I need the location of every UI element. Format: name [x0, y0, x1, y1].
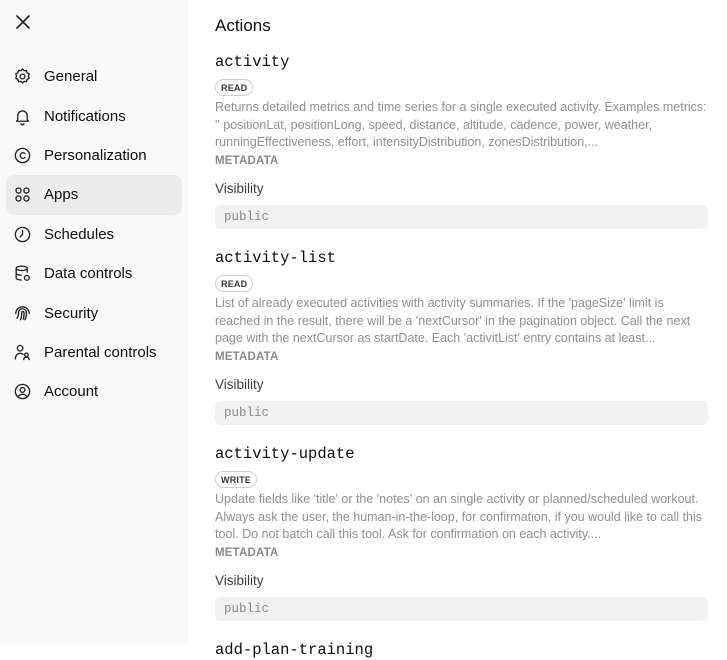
action-name: activity-update	[215, 445, 355, 463]
apps-grid-icon	[12, 185, 32, 205]
visibility-value: public	[215, 401, 708, 425]
sidebar-item-personalization[interactable]	[6, 136, 182, 175]
metadata-label: METADATA	[215, 155, 279, 167]
clock-icon	[12, 224, 32, 244]
page-title: Actions	[215, 16, 271, 35]
gear-icon	[12, 67, 32, 87]
action-name: add-plan-training	[215, 641, 374, 659]
sidebar-item-label: Data controls	[44, 265, 133, 283]
sidebar-item-general[interactable]	[6, 57, 182, 96]
sidebar-item-label: General	[44, 68, 98, 86]
visibility-label: Visibility	[215, 377, 264, 392]
permission-badge: READ	[215, 275, 253, 292]
close-button[interactable]	[12, 13, 34, 35]
permission-badge: READ	[215, 79, 253, 96]
action-item	[215, 53, 708, 229]
actions-panel	[188, 0, 727, 659]
sidebar-item-label: Schedules	[44, 225, 115, 243]
sidebar-item-apps[interactable]	[6, 175, 182, 214]
metadata-label: METADATA	[215, 351, 279, 363]
sidebar-item-security[interactable]	[6, 293, 182, 332]
action-name: activity	[215, 53, 290, 71]
personalization-icon	[12, 145, 32, 165]
sidebar-item-label: Account	[44, 383, 99, 401]
action-description: Returns detailed metrics and time series for a single executed activity. Examples metrics: '' positionLat, positionLong, speed, distance, altitude, cadence, power, weather, runningEffectiveness, effort, intensityDistribution, zonesDistribution,...	[215, 100, 707, 149]
visibility-value: public	[215, 205, 708, 229]
visibility-label: Visibility	[215, 573, 264, 588]
database-icon	[12, 264, 32, 284]
action-item	[215, 641, 708, 660]
sidebar-item-label: Notifications	[44, 107, 126, 125]
settings-sidebar	[0, 0, 188, 645]
permission-badge: WRITE	[215, 471, 257, 488]
sidebar-item-schedules[interactable]	[6, 215, 182, 254]
sidebar-item-parental-controls[interactable]	[6, 333, 182, 372]
sidebar-item-account[interactable]	[6, 372, 182, 411]
sidebar-item-data-controls[interactable]	[6, 254, 182, 293]
close-icon	[15, 14, 31, 35]
bell-icon	[12, 106, 32, 126]
action-item	[215, 445, 708, 621]
sidebar-item-label: Parental controls	[44, 343, 157, 361]
action-name: activity-list	[215, 249, 336, 267]
sidebar-item-label: Personalization	[44, 146, 147, 164]
visibility-label: Visibility	[215, 181, 264, 196]
action-description: Update fields like 'title' or the 'notes' on an single activity or planned/scheduled workout. Always ask the user, the human-in-the-loop, for confirmation, if you would like to call this tool. Do not batch call this tool. Ask for confirmation on each activity....	[215, 492, 703, 541]
action-description: List of already executed activities with activity summaries. If the 'pageSize' limit is reached in the result, there will be a 'nextCursor' in the pagination object. Call the next page with the nextCursor as startDate. Each 'activitList' entry contains at least...	[215, 296, 691, 345]
sidebar-item-label: Apps	[44, 186, 79, 204]
sidebar-item-label: Security	[44, 304, 99, 322]
sidebar-item-notifications[interactable]	[6, 96, 182, 135]
settings-nav	[0, 57, 188, 412]
visibility-value: public	[215, 597, 708, 621]
metadata-label: METADATA	[215, 547, 279, 559]
fingerprint-icon	[12, 303, 32, 323]
action-item	[215, 249, 708, 425]
parental-icon	[12, 342, 32, 362]
account-icon	[12, 382, 32, 402]
